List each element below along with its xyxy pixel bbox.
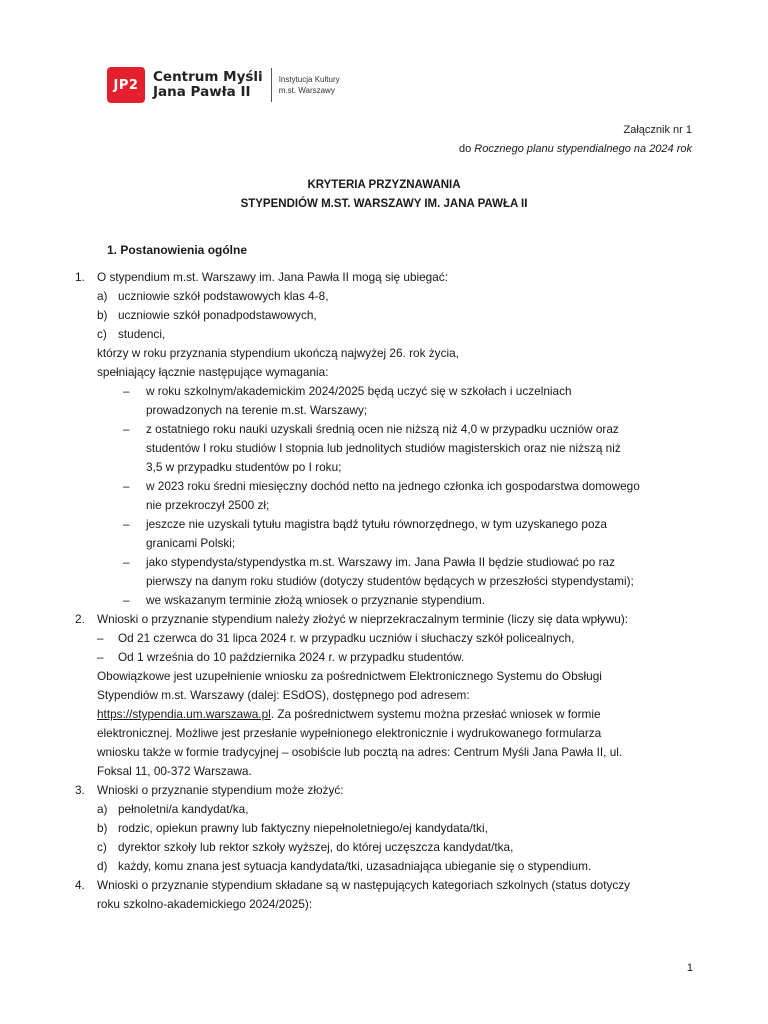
logo-subtitle — [279, 74, 340, 96]
list-item: 2. Wnioski o przyznanie stypendium należy złożyć w nieprzekraczalnym terminie (liczy się data wpływu): — [75, 612, 629, 626]
requirement-cont: nie przekroczył 2500 zł; — [146, 498, 270, 512]
sub-item: a) pełnoletni/a kandydat/ka, — [97, 802, 249, 816]
deadline-item: – Od 21 czerwca do 31 lipca 2024 r. w przypadku uczniów i słuchaczy szkół policealnych, — [97, 631, 575, 645]
sub-item: b) rodzic, opiekun prawny lub faktyczny niepełnoletniego/ej kandydata/tki, — [97, 821, 488, 835]
paragraph-line: roku szkolno-akademickiego 2024/2025): — [97, 897, 313, 911]
sub-item: a) uczniowie szkół podstawowych klas 4-8, — [97, 289, 329, 303]
sub-item: b) uczniowie szkół ponadpodstawowych, — [97, 308, 317, 322]
list-item: 1. O stypendium m.st. Warszawy im. Jana Pawła II mogą się ubiegać: — [75, 270, 448, 284]
document-title — [0, 176, 768, 214]
requirement-item: – w roku szkolnym/akademickim 2024/2025 będą uczyć się w szkołach i uczelniach — [123, 384, 572, 398]
title-line1: KRYTERIA PRZYZNAWANIA — [307, 179, 461, 191]
requirement-cont: granicami Polski; — [146, 536, 236, 550]
list-item: 4. Wnioski o przyznanie stypendium składane są w następujących kategoriach szkolnych (status dotyczy — [75, 878, 631, 892]
sub-item: c) dyrektor szkoły lub rektor szkoły wyższej, do której uczęszcza kandydat/tka, — [97, 840, 514, 854]
annex-line1: Załącznik nr 1 — [623, 124, 692, 136]
requirement-cont: prowadzonych na terenie m.st. Warszawy; — [146, 403, 368, 417]
section-heading: 1. Postanowienia ogólne — [107, 243, 248, 257]
list-item: 3. Wnioski o przyznanie stypendium może złożyć: — [75, 783, 344, 797]
sub-item: d) każdy, komu znana jest sytuacja kandydata/tki, uzasadniająca ubieganie się o stypendium. — [97, 859, 592, 873]
jp2-logo-mark: JP2 — [107, 67, 145, 103]
requirement-item: – we wskazanym terminie złożą wniosek o przyznanie stypendium. — [123, 593, 485, 607]
paragraph-line: spełniający łącznie następujące wymagania: — [97, 365, 329, 379]
logo-name-line1: Centrum Myśli — [153, 69, 263, 85]
paragraph-line: Foksal 11, 00-372 Warszawa. — [97, 764, 252, 778]
paragraph-line: Stypendiów m.st. Warszawy (dalej: ESdOS), dostępnego pod adresem: — [97, 688, 470, 702]
paragraph-line: Obowiązkowe jest uzupełnienie wniosku za pośrednictwem Elektronicznego Systemu do Obsługi — [97, 669, 602, 683]
requirement-item: – jako stypendysta/stypendystka m.st. Warszawy im. Jana Pawła II będzie studiować po raz — [123, 555, 616, 569]
logo-divider — [271, 68, 272, 102]
document-body — [75, 268, 695, 914]
requirement-item: – jeszcze nie uzyskali tytułu magistra bądź tytułu równorzędnego, w tym uzyskanego poza — [123, 517, 607, 531]
logo-sub-line2: m.st. Warszawy — [278, 86, 335, 95]
paragraph-line: https://stypendia.um.warszawa.pl. Za pośrednictwem systemu można przesłać wniosek w formie — [97, 707, 601, 721]
paragraph-line: wniosku także w formie tradycyjnej – osobiście lub pocztą na adres: Centrum Myśli Jana Pawła II, ul. — [97, 745, 623, 759]
logo-name — [153, 70, 263, 100]
page-number: 1 — [686, 962, 693, 974]
esdos-link[interactable]: https://stypendia.um.warszawa.pl — [97, 707, 271, 721]
logo-name-line2: Jana Pawła II — [153, 84, 251, 100]
title-line2: STYPENDIÓW M.ST. WARSZAWY IM. JANA PAWŁA II — [240, 198, 528, 210]
requirement-cont: studentów I roku studiów I stopnia lub jednolitych studiów magisterskich oraz nie niższą niż — [146, 441, 621, 455]
requirement-cont: 3,5 w przypadku studentów po I roku; — [146, 460, 342, 474]
sub-item: c) studenci, — [97, 327, 166, 341]
paragraph-line: którzy w roku przyznania stypendium ukończą najwyżej 26. rok życia, — [97, 346, 459, 360]
requirement-cont: pierwszy na danym roku studiów (dotyczy studentów będących w przeszłości stypendystami); — [146, 574, 634, 588]
requirement-item: – w 2023 roku średni miesięczny dochód netto na jednego członka ich gospodarstwa domowego — [123, 479, 640, 493]
annex-header — [459, 121, 692, 159]
jp2-logo — [107, 66, 340, 104]
paragraph-line: elektronicznej. Możliwe jest przesłanie wypełnionego elektronicznie i wydrukowanego formularza — [97, 726, 602, 740]
deadline-item: – Od 1 września do 10 października 2024 r. w przypadku studentów. — [97, 650, 465, 664]
annex-line2: do Rocznego planu stypendialnego na 2024 rok — [458, 143, 692, 155]
logo-sub-line1: Instytucja Kultury — [278, 75, 340, 84]
requirement-item: – z ostatniego roku nauki uzyskali średnią ocen nie niższą niż 4,0 w przypadku uczniów oraz — [123, 422, 619, 436]
